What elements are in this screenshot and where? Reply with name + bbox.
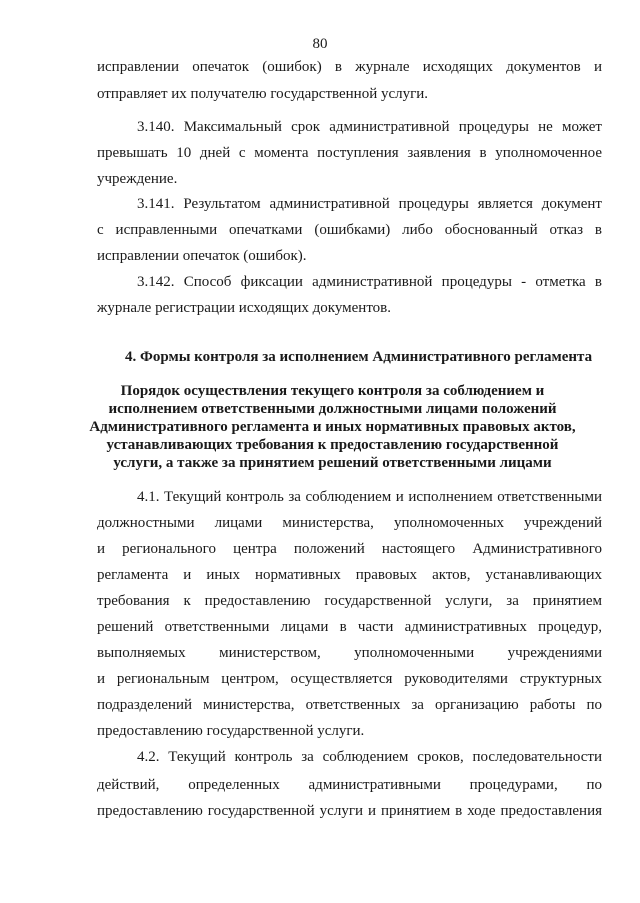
text-line: с исправленными опечатками (ошибками) либо обоснованный отказ в: [97, 222, 602, 238]
text-line: предоставлению государственной услуги и принятием в ходе предоставления: [97, 803, 602, 819]
text-line: превышать 10 дней с момента поступления заявления в уполномоченное: [97, 145, 602, 161]
text-line: требования к предоставлению государственной услуги, за принятием: [97, 593, 602, 609]
section-heading: 4. Формы контроля за исполнением Административного регламента: [125, 349, 593, 365]
text-line: решений ответственными лицами в части административных процедур,: [97, 619, 602, 635]
text-line: и региональным центром, осуществляется руководителями структурных: [97, 671, 602, 687]
text-line: регламента и иных нормативных правовых актов, устанавливающих: [97, 567, 602, 583]
paragraph-3-141: 3.141. Результатом административной процедуры является документ: [137, 196, 602, 212]
text-line: выполняемых министерством, уполномоченными учреждениями: [97, 645, 602, 661]
text-line: должностными лицами министерства, уполномоченных учреждений: [97, 515, 602, 531]
subsection-heading-line: услуги, а также за принятием решений ответственными лицами: [113, 455, 552, 471]
text-line: исправлении опечаток (ошибок) в журнале исходящих документов и: [97, 59, 602, 75]
text-line: журнале регистрации исходящих документов.: [97, 300, 392, 316]
text-line: предоставлению государственной услуги.: [97, 723, 365, 739]
subsection-heading-line: устанавливающих требования к предоставлению государственной: [106, 437, 559, 453]
text-line: действий, определенных административными процедурами, по: [97, 777, 602, 793]
text-line: учреждение.: [97, 171, 178, 187]
text-line: исправлении опечаток (ошибок).: [97, 248, 307, 264]
subsection-heading-line: Административного регламента и иных нормативных правовых актов,: [89, 419, 576, 435]
paragraph-3-142: 3.142. Способ фиксации административной процедуры - отметка в: [137, 274, 602, 290]
paragraph-4-1: 4.1. Текущий контроль за соблюдением и исполнением ответственными: [137, 489, 602, 505]
subsection-heading-line: исполнением ответственными должностными лицами положений: [108, 401, 557, 417]
text-line: и регионального центра положений настоящего Административного: [97, 541, 602, 557]
text-line: подразделений министерства, ответственных за организацию работы по: [97, 697, 602, 713]
page-number: 80: [312, 36, 328, 52]
subsection-heading-line: Порядок осуществления текущего контроля за соблюдением и: [120, 383, 545, 399]
paragraph-3-140: 3.140. Максимальный срок административной процедуры не может: [137, 119, 602, 135]
text-line: отправляет их получателю государственной услуги.: [97, 86, 429, 102]
paragraph-4-2: 4.2. Текущий контроль за соблюдением сроков, последовательности: [137, 749, 602, 765]
